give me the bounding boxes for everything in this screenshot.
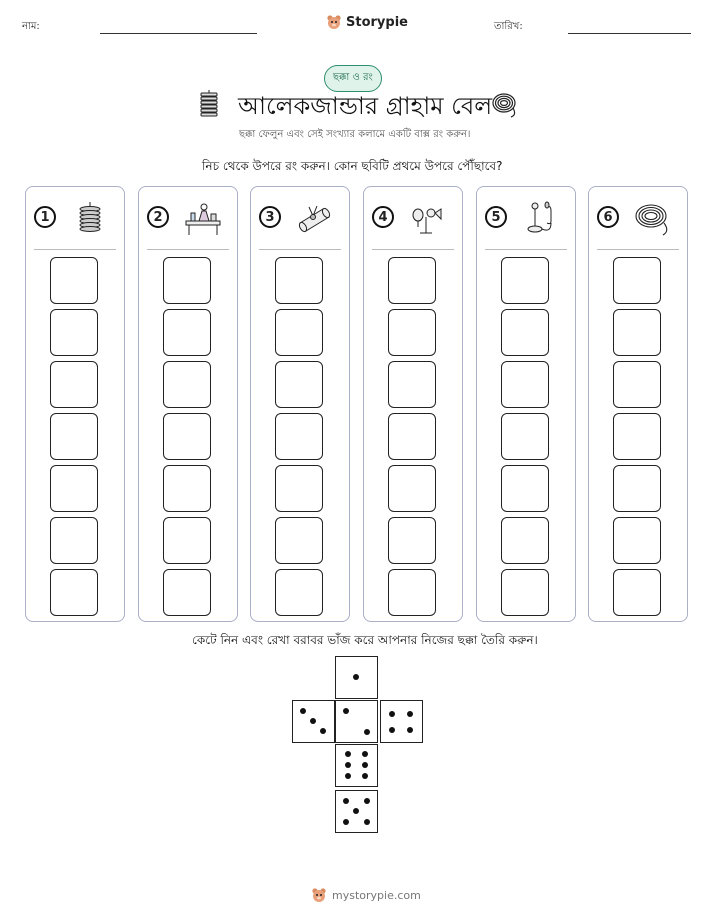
color-box[interactable] bbox=[163, 413, 211, 460]
column-divider bbox=[147, 249, 229, 250]
color-box[interactable] bbox=[388, 569, 436, 616]
color-box[interactable] bbox=[275, 569, 323, 616]
column-5 bbox=[476, 186, 576, 622]
color-box[interactable] bbox=[275, 465, 323, 512]
color-box[interactable] bbox=[501, 465, 549, 512]
dice-pip bbox=[362, 762, 368, 768]
column-number: 6 bbox=[597, 206, 619, 228]
column-divider bbox=[34, 249, 116, 250]
dice-pip bbox=[389, 727, 395, 733]
column-1 bbox=[25, 186, 125, 622]
cut-instruction: কেটে নিন এবং রেখা বরাবর ভাঁজ করে আপনার নিজের ছক্কা তৈরি করুন। bbox=[192, 633, 538, 647]
column-number: 3 bbox=[259, 206, 281, 228]
storypie-mascot-icon bbox=[311, 887, 327, 903]
dice-pip bbox=[364, 729, 370, 735]
column-6 bbox=[588, 186, 688, 622]
dice-pip bbox=[364, 798, 370, 804]
dice-pip bbox=[345, 773, 351, 779]
color-box[interactable] bbox=[388, 361, 436, 408]
date-line[interactable] bbox=[568, 33, 691, 34]
dice-face-1 bbox=[335, 656, 378, 699]
color-box[interactable] bbox=[275, 517, 323, 564]
candlestick-telephone-icon bbox=[521, 201, 561, 237]
color-box[interactable] bbox=[50, 309, 98, 356]
color-box[interactable] bbox=[275, 309, 323, 356]
photophone-icon bbox=[408, 201, 448, 237]
category-badge: ছক্কা ও রং bbox=[324, 65, 382, 92]
color-box[interactable] bbox=[163, 361, 211, 408]
name-label: নাম: bbox=[22, 21, 40, 32]
dice-pip bbox=[353, 674, 359, 680]
laboratory-table-icon bbox=[183, 201, 223, 237]
column-2 bbox=[138, 186, 238, 622]
dice-pip bbox=[345, 762, 351, 768]
coiled-wire-icon bbox=[633, 201, 673, 237]
column-number: 4 bbox=[372, 206, 394, 228]
dice-pip bbox=[407, 711, 413, 717]
dice-pip bbox=[343, 798, 349, 804]
color-box[interactable] bbox=[501, 413, 549, 460]
color-box[interactable] bbox=[613, 361, 661, 408]
dice-pip bbox=[362, 773, 368, 779]
color-box[interactable] bbox=[50, 361, 98, 408]
column-number: 1 bbox=[34, 206, 56, 228]
color-box[interactable] bbox=[388, 517, 436, 564]
diploma-scroll-icon bbox=[295, 201, 335, 237]
stacked-disc-batteries-icon bbox=[70, 201, 110, 237]
color-box[interactable] bbox=[275, 413, 323, 460]
dice-face-5 bbox=[335, 790, 378, 833]
battery-stack-icon bbox=[197, 90, 221, 120]
dice-pip bbox=[343, 819, 349, 825]
color-box[interactable] bbox=[163, 517, 211, 564]
color-box[interactable] bbox=[613, 413, 661, 460]
dice-pip bbox=[310, 718, 316, 724]
color-box[interactable] bbox=[613, 465, 661, 512]
color-box[interactable] bbox=[275, 361, 323, 408]
dice-face-4 bbox=[380, 700, 423, 743]
brand-name: Storypie bbox=[346, 14, 408, 30]
date-label: তারিখ: bbox=[494, 21, 523, 32]
color-box[interactable] bbox=[613, 257, 661, 304]
dice-face-3 bbox=[292, 700, 335, 743]
storypie-mascot-icon bbox=[326, 14, 342, 30]
dice-pip bbox=[362, 751, 368, 757]
color-box[interactable] bbox=[163, 465, 211, 512]
color-box[interactable] bbox=[163, 569, 211, 616]
color-box[interactable] bbox=[501, 309, 549, 356]
color-box[interactable] bbox=[275, 257, 323, 304]
dice-pip bbox=[364, 819, 370, 825]
color-box[interactable] bbox=[613, 309, 661, 356]
color-box[interactable] bbox=[50, 257, 98, 304]
dice-pip bbox=[345, 751, 351, 757]
column-divider bbox=[259, 249, 341, 250]
dice-face-2 bbox=[335, 700, 378, 743]
page-subtitle: ছক্কা ফেলুন এবং সেই সংখ্যার কলামে একটি বাক্স রং করুন। bbox=[239, 129, 471, 140]
color-box[interactable] bbox=[163, 257, 211, 304]
dice-face-6 bbox=[335, 744, 378, 787]
color-box[interactable] bbox=[613, 517, 661, 564]
color-box[interactable] bbox=[388, 309, 436, 356]
footer-url: mystorypie.com bbox=[332, 888, 421, 902]
page-title: আলেকজান্ডার গ্রাহাম বেল bbox=[238, 92, 493, 120]
column-3 bbox=[250, 186, 350, 622]
column-number: 5 bbox=[485, 206, 507, 228]
column-number: 2 bbox=[147, 206, 169, 228]
color-box[interactable] bbox=[501, 517, 549, 564]
color-box[interactable] bbox=[388, 465, 436, 512]
column-4 bbox=[363, 186, 463, 622]
color-box[interactable] bbox=[50, 569, 98, 616]
color-box[interactable] bbox=[613, 569, 661, 616]
dice-pip bbox=[389, 711, 395, 717]
wire-coil-icon bbox=[491, 91, 519, 119]
color-box[interactable] bbox=[50, 465, 98, 512]
dice-pip bbox=[343, 708, 349, 714]
color-box[interactable] bbox=[388, 257, 436, 304]
color-box[interactable] bbox=[163, 309, 211, 356]
column-divider bbox=[597, 249, 679, 250]
color-box[interactable] bbox=[501, 569, 549, 616]
color-box[interactable] bbox=[50, 517, 98, 564]
column-divider bbox=[372, 249, 454, 250]
name-line[interactable] bbox=[100, 33, 257, 34]
brand-logo bbox=[326, 14, 408, 30]
dice-pip bbox=[407, 727, 413, 733]
dice-pip bbox=[320, 728, 326, 734]
dice-pip bbox=[353, 808, 359, 814]
dice-pip bbox=[300, 708, 306, 714]
color-box[interactable] bbox=[501, 257, 549, 304]
column-divider bbox=[485, 249, 567, 250]
color-box[interactable] bbox=[501, 361, 549, 408]
color-box[interactable] bbox=[388, 413, 436, 460]
color-box[interactable] bbox=[50, 413, 98, 460]
footer bbox=[311, 887, 421, 903]
coloring-instruction: নিচ থেকে উপরে রং করুন। কোন ছবিটি প্রথমে উপরে পৌঁছাবে? bbox=[202, 159, 503, 173]
